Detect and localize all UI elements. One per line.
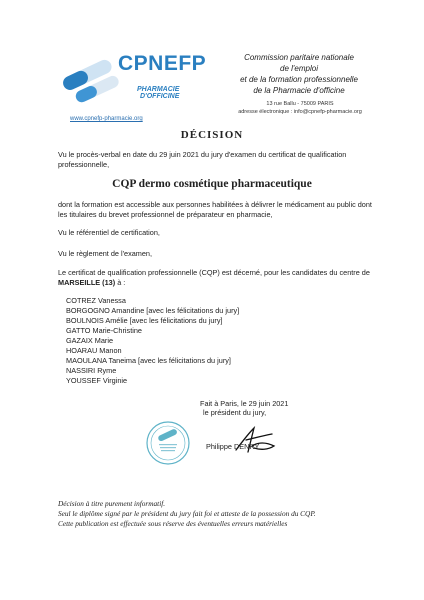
logo-name: CPNEFP bbox=[118, 52, 207, 75]
email-address: adresse électronique : info@cpnefp-pharmacie.org bbox=[238, 109, 362, 115]
commission-line: de la Pharmacie d'officine bbox=[253, 86, 345, 95]
list-item: GATTO Marie-Christine bbox=[66, 326, 142, 335]
paragraph-proces-verbal: Vu le procès-verbal en date du 29 juin 2021 du jury d'examen du certificat de qualification professionnelle, bbox=[58, 150, 347, 169]
candidate-list bbox=[66, 296, 239, 386]
president-name: Philippe DENRY bbox=[206, 442, 260, 451]
footer-line: Cette publication est effectuée sous réserve des éventuelles erreurs matérielles bbox=[58, 519, 288, 528]
commission-line: de l'emploi bbox=[280, 64, 318, 73]
list-item: COTREZ Vanessa bbox=[66, 296, 126, 305]
president-label: le président du jury, bbox=[203, 408, 267, 417]
commission-line: et de la formation professionnelle bbox=[240, 75, 358, 84]
decision-text: Le certificat de qualification professionnelle (CQP) est décerné, pour les candidates du centre de bbox=[58, 268, 370, 277]
paragraph-decision bbox=[58, 268, 376, 288]
document-title: DÉCISION bbox=[180, 129, 244, 141]
paragraph-reglement: Vu le règlement de l'examen, bbox=[58, 249, 153, 258]
list-item: YOUSSEF Virginie bbox=[66, 376, 128, 385]
list-item: BOULNOIS Amélie [avec les félicitations du jury] bbox=[66, 316, 223, 325]
list-item: NASSIRI Ryme bbox=[66, 366, 117, 375]
logo-subtitle-1: PHARMACIE bbox=[137, 86, 180, 93]
logo-subtitle-2: D'OFFICINE bbox=[140, 93, 180, 100]
commission-title bbox=[210, 52, 388, 96]
seal-icon bbox=[145, 420, 191, 466]
footer-line: Décision à titre purement informatif. bbox=[58, 499, 166, 508]
cpnefp-seal-stamp bbox=[145, 420, 191, 466]
cqp-title: CQP dermo cosmétique pharmaceutique bbox=[112, 178, 312, 190]
footer-line: Seul le diplôme signé par le président du jury fait foi et atteste de la possession du CQP. bbox=[58, 509, 316, 518]
paragraph-referentiel: Vu le référentiel de certification, bbox=[58, 228, 160, 237]
list-item: BORGOGNO Amandine [avec les félicitations du jury] bbox=[66, 306, 240, 315]
decision-text-end: à : bbox=[115, 278, 126, 287]
commission-line: Commission paritaire nationale bbox=[244, 53, 354, 62]
list-item: MAOULANA Taneima [avec les félicitations du jury] bbox=[66, 356, 231, 365]
address-block bbox=[215, 100, 385, 116]
list-item: GAZAIX Marie bbox=[66, 336, 114, 345]
postal-address: 13 rue Ballu - 75009 PARIS bbox=[266, 101, 334, 107]
list-item: HOARAU Manon bbox=[66, 346, 122, 355]
signature bbox=[228, 420, 280, 460]
handwritten-signature-icon bbox=[228, 420, 280, 460]
website-link[interactable]: www.cpnefp-pharmacie.org bbox=[70, 116, 143, 122]
paragraph-accessibility: dont la formation est accessible aux personnes habilitées à délivrer le médicament au public dont les titulaires du brevet professionnel de préparateur en pharmacie, bbox=[58, 200, 372, 219]
center-name: MARSEILLE (13) bbox=[58, 278, 116, 287]
footer-note bbox=[58, 499, 388, 529]
place-date: Fait à Paris, le 29 juin 2021 bbox=[200, 399, 289, 408]
